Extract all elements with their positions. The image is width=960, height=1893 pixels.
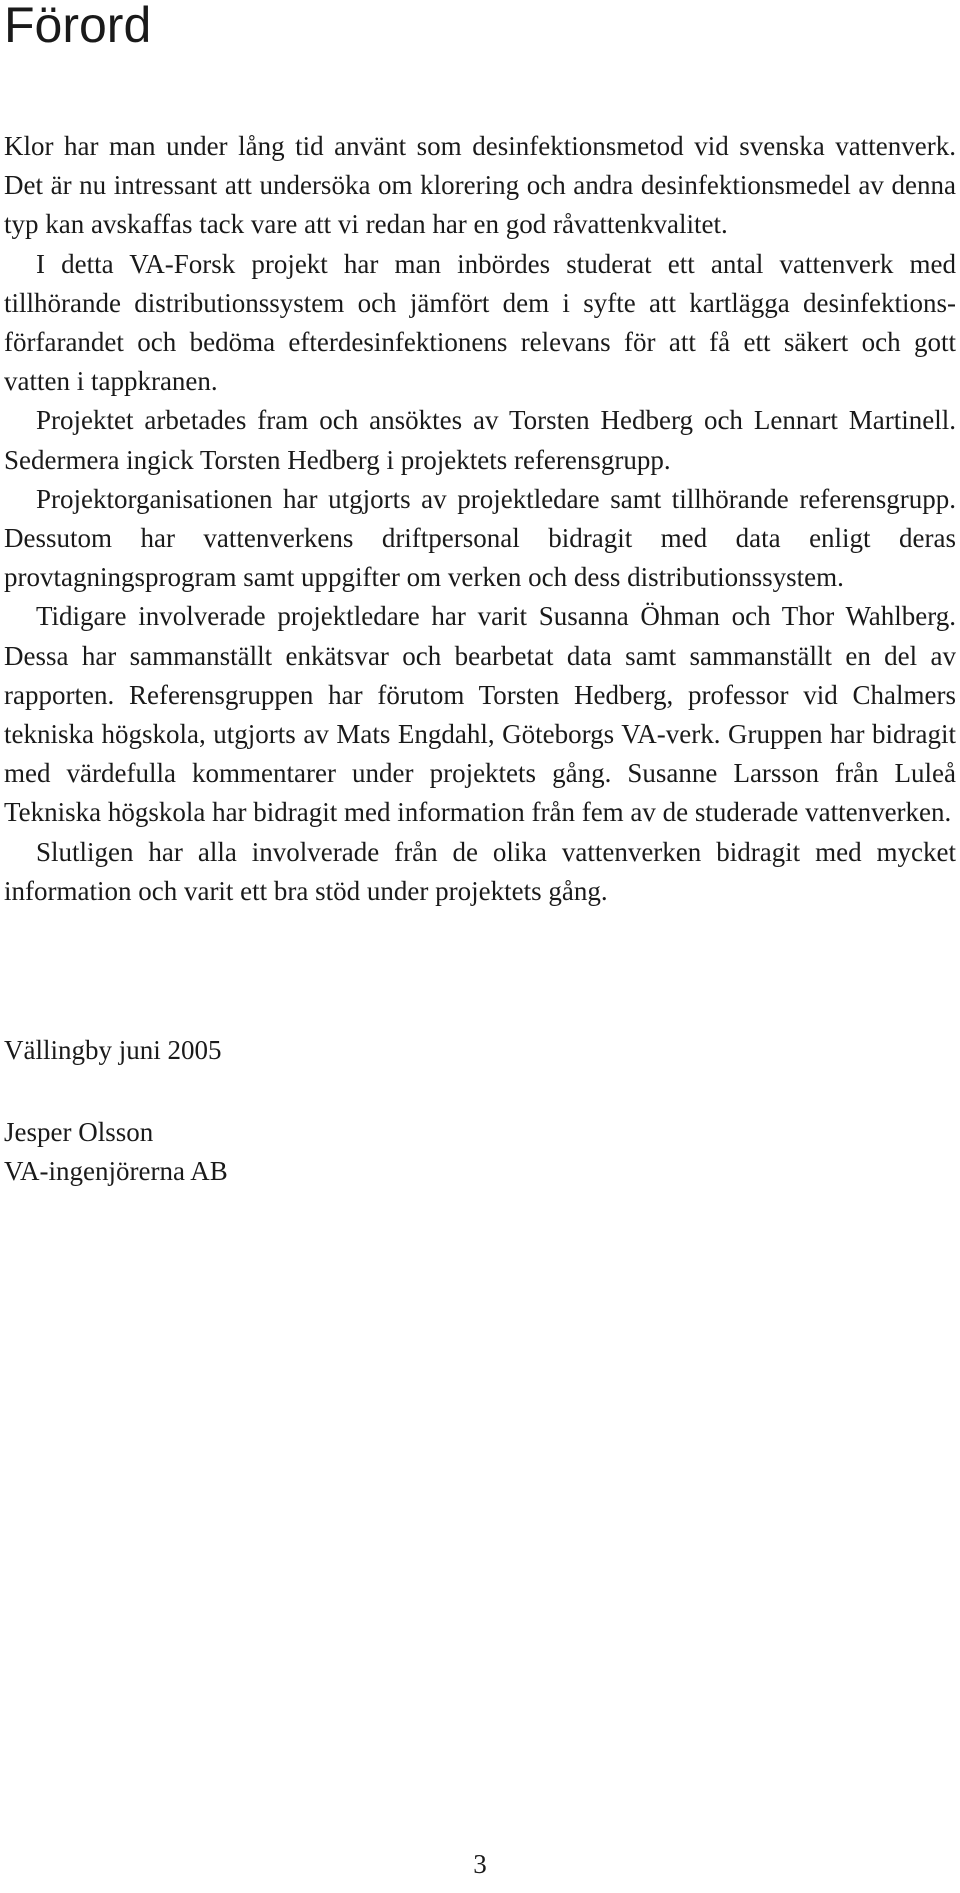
page-number: 3: [473, 1849, 487, 1879]
signature-place-date: Vällingby juni 2005: [4, 1035, 222, 1065]
signature-organization: VA-ingenjörerna AB: [4, 1156, 228, 1186]
signature-author: Jesper Olsson: [4, 1117, 154, 1147]
paragraph-1: Klor har man under lång tid använt som desinfektionsmetod vid svenska vattenverk. Det är nu intressant att undersöka om klorering och andra desinfektionsmedel av denna typ kan avskaffas tack vare att vi redan har en god råvattenkvalitet.: [4, 131, 956, 240]
paragraph-6: Slutligen har alla involverade från de olika vattenverken bidragit med mycket information och varit ett bra stöd under projektets gång.: [4, 836, 956, 906]
foreword-body: [4, 127, 956, 911]
paragraph-3: Projektet arbetades fram och ansöktes av Torsten Hedberg och Lennart Martinell. Sedermera ingick Torsten Hedberg i projektets referensgrupp.: [4, 405, 956, 475]
paragraph-4: Projektorganisationen har utgjorts av projektledare samt tillhörande referensgrupp. Dessutom har vattenverkens driftpersonal bidragit med data enligt deras provtagningsprogram samt uppgifter om verken och dess distributionssystem.: [4, 483, 956, 593]
paragraph-2: I detta VA-Forsk projekt har man inbördes studerat ett antal vattenverk med tillhörande distributionssystem och jämfört dem i syfte att kartlägga desinfektionsförfarandet och bedöma efterdesinfektionens relevans för att få ett säkert och gott vatten i tappkranen.: [4, 248, 956, 397]
page-title: Förord: [4, 0, 152, 53]
paragraph-5: Tidigare involverade projektledare har varit Susanna Öhman och Thor Wahlberg. Dessa har sammanställt enkätsvar och bearbetat data samt sammanställt en del av rapporten. Referensgruppen har förutom Torsten Hedberg, professor vid Chalmers tekniska högskola, utgjorts av Mats Engdahl, Göteborgs VA-verk. Gruppen har bidragit med värdefulla kommentarer under projektets gång. Susanne Larsson från Luleå Tekniska högskola har bidragit med information från fem av de studerade vattenverken.: [4, 601, 956, 828]
